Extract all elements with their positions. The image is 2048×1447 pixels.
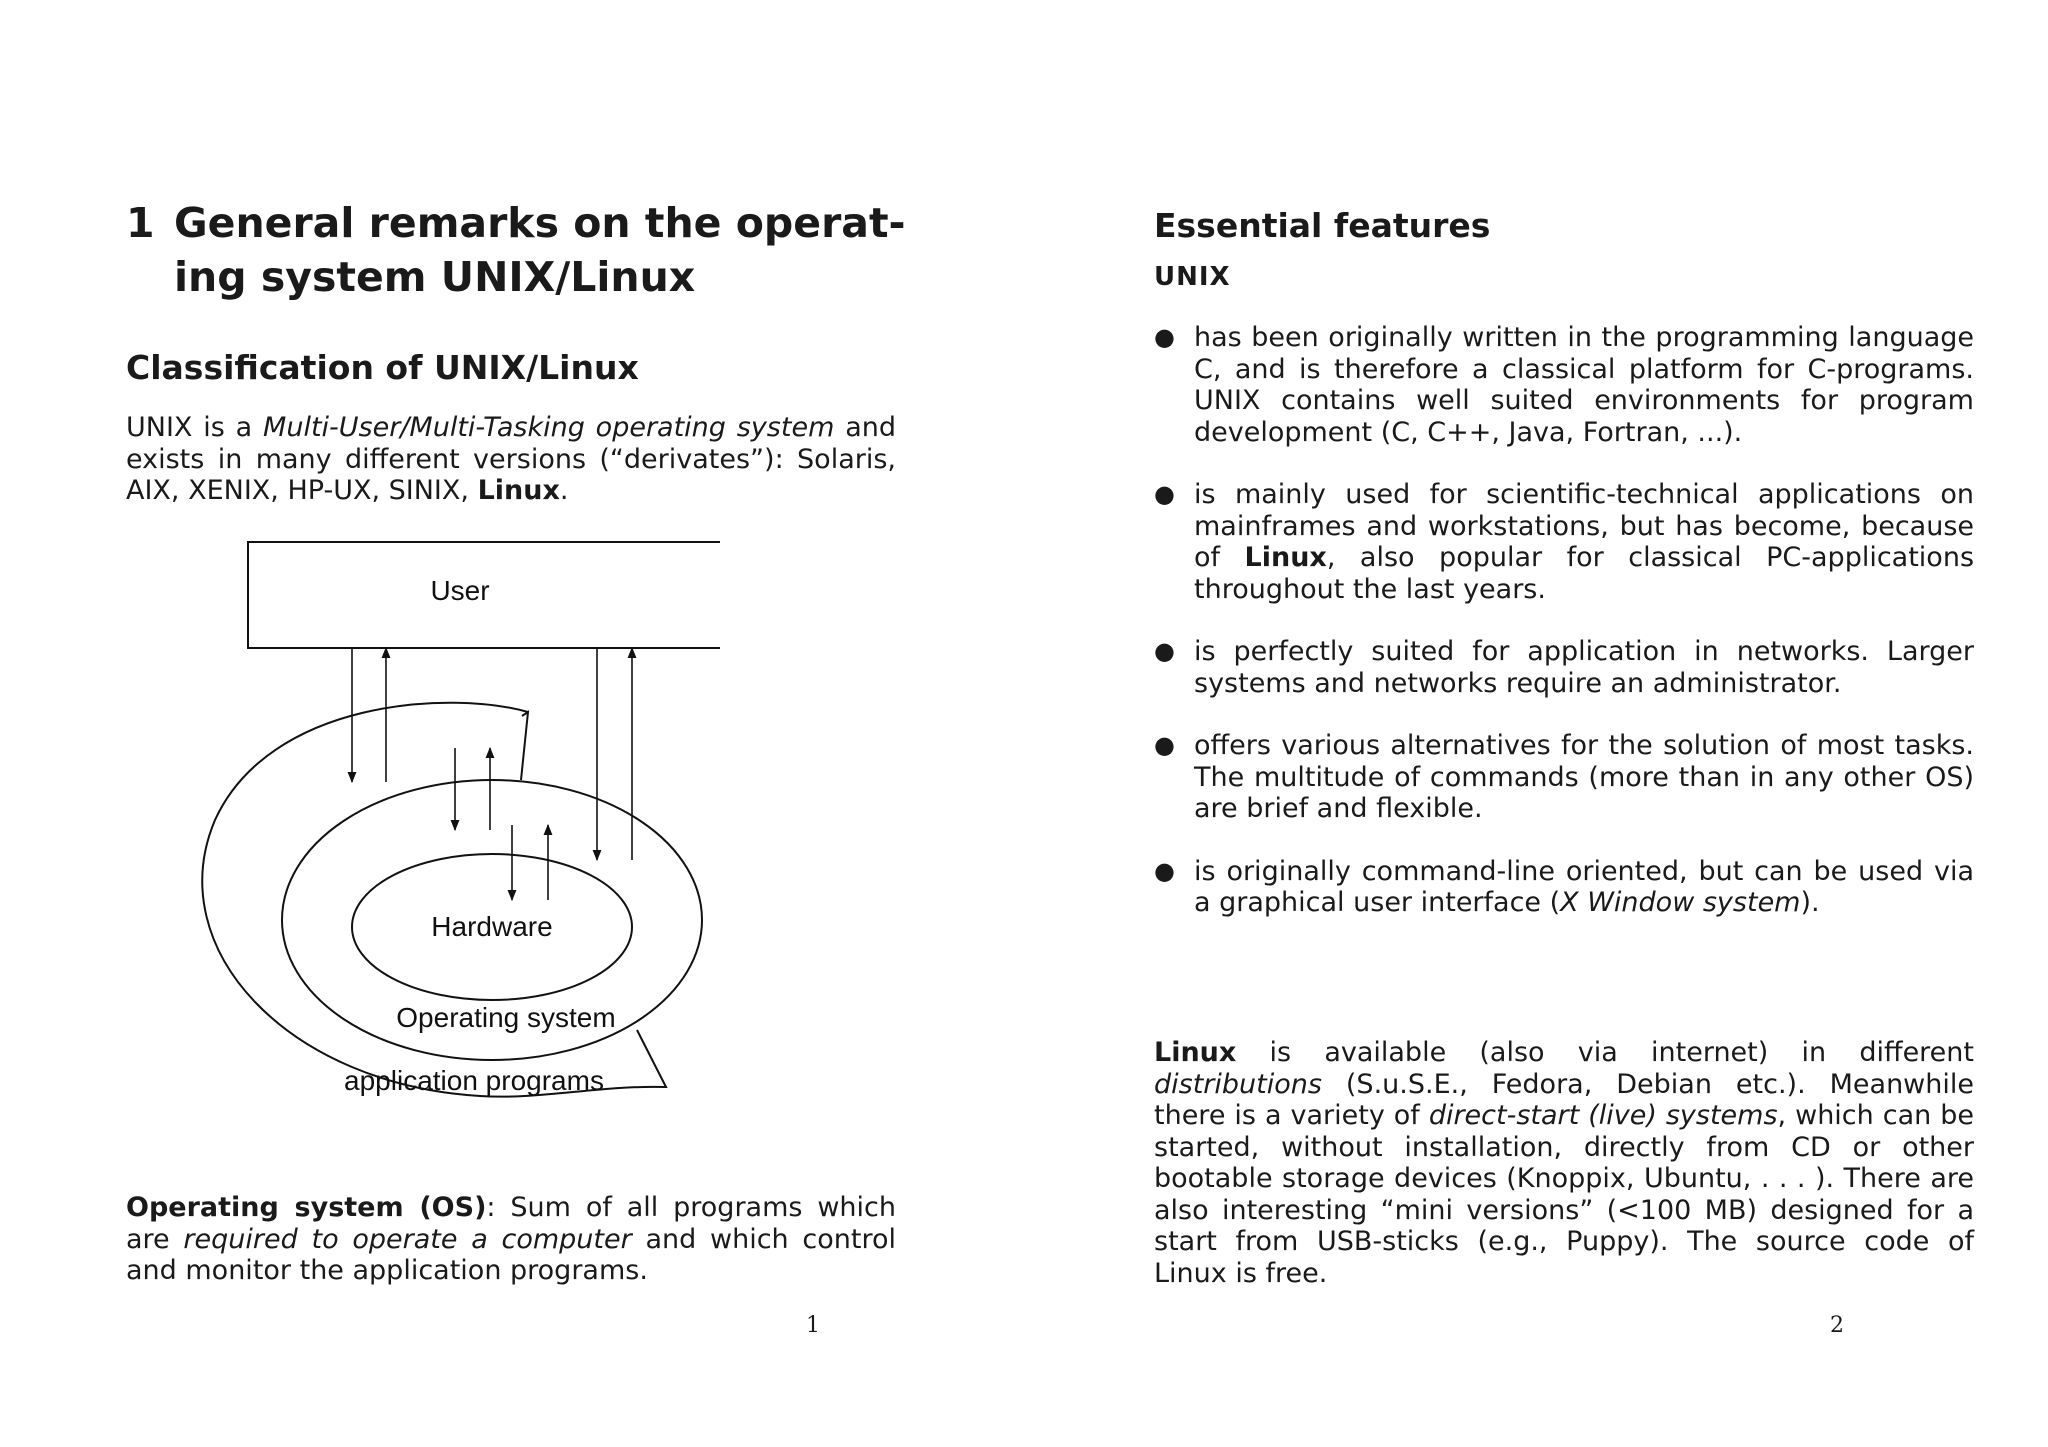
hardware-label: Hardware xyxy=(431,911,553,942)
unix-feature-list xyxy=(1154,322,1975,950)
linux-term: Linux xyxy=(1154,1037,1237,1068)
os-definition-paragraph xyxy=(126,1192,896,1287)
chapter-title xyxy=(126,196,946,304)
bullet-text-5a: is originally command-line oriented, but can be used via a graphical user interface ( xyxy=(1194,855,1974,918)
os-def-text-2: and which control and monitor the application programs. xyxy=(126,1223,897,1286)
bullet-icon: ● xyxy=(1154,637,1175,665)
page-number-right: 2 xyxy=(1830,1313,1844,1338)
os-def-text-1: : Sum of all programs which are xyxy=(126,1192,896,1255)
bullet-text-2b: , also popular for classical PC-applications throughout the last years. xyxy=(1194,542,1975,605)
unix-layer-diagram xyxy=(200,530,720,1150)
os-label: Operating system xyxy=(396,1002,616,1033)
intro-text-3: . xyxy=(559,475,569,506)
os-def-italic: required to operate a computer xyxy=(183,1223,632,1255)
chapter-title-line-1: General remarks on the operat- xyxy=(174,199,906,247)
intro-bold-linux: Linux xyxy=(477,475,560,506)
list-item xyxy=(1154,855,1974,919)
linux-text-2: (S.u.S.E., Fedora, Debian etc.). Meanwhile there is a variety of xyxy=(1154,1068,1974,1131)
apps-label: application programs xyxy=(344,1065,604,1096)
section-title-essential-features: Essential features xyxy=(1154,206,1491,245)
os-term: Operating system (OS) xyxy=(126,1192,487,1223)
linux-text-3: , which can be started, without installation, directly from CD or other bootable storage devices (Knoppix, Ubuntu, . . . ). There are also interesting “mini versions” (<100 MB) designed for a start from USB-sticks (e.g., Puppy). The source code of Linux is free. xyxy=(1154,1100,1974,1289)
bullet-bold-linux: Linux xyxy=(1244,542,1327,573)
linux-text-1: is available (also via internet) in different xyxy=(1236,1037,1974,1068)
bullet-icon: ● xyxy=(1154,323,1175,351)
intro-text-1: UNIX is a xyxy=(126,412,264,443)
list-item xyxy=(1154,730,1974,825)
bullet-icon: ● xyxy=(1154,731,1175,759)
chapter-title-line-2: ing system UNIX/Linux xyxy=(174,253,696,301)
bullet-text-1: has been originally written in the programming language C, and is therefore a classical platform for C-programs. UNIX contains well suited environments for program development (C, C++, Java, Fortran, ...). xyxy=(1194,322,1974,448)
linux-italic-live: direct-start (live) systems xyxy=(1428,1100,1778,1131)
intro-paragraph xyxy=(126,412,896,507)
bullet-icon: ● xyxy=(1154,480,1175,508)
linux-paragraph xyxy=(1154,1037,1974,1289)
page-number-left: 1 xyxy=(806,1313,820,1338)
bullet-text-4: offers various alternatives for the solution of most tasks. The multitude of commands (more than in any other OS) are brief and flexible. xyxy=(1194,730,1974,824)
user-label: User xyxy=(430,575,490,606)
bullet-text-2a: is mainly used for scientific-technical applications on mainframes and workstations, but has become, because of xyxy=(1194,479,1974,573)
list-item xyxy=(1154,636,1974,699)
application-spiral-top xyxy=(521,712,528,780)
section-title-classification: Classification of UNIX/Linux xyxy=(126,348,639,387)
bullet-text-5b: ). xyxy=(1800,887,1820,918)
list-item xyxy=(1154,322,1974,448)
linux-italic-distributions: distributions xyxy=(1154,1068,1322,1100)
bullet-icon: ● xyxy=(1154,856,1175,885)
intro-italic: Multi-User/Multi-Tasking operating system xyxy=(263,412,835,443)
subheading-unix: UNIX xyxy=(1154,262,1231,292)
bullet-italic-xwindow: X Window system xyxy=(1560,887,1801,918)
intro-text-2: and exists in many different versions (“derivates”): Solaris, AIX, XENIX, HP-UX, SINIX, xyxy=(126,412,897,506)
bullet-text-3: is perfectly suited for application in networks. Larger systems and networks require an administrator. xyxy=(1194,636,1974,699)
list-item xyxy=(1154,479,1975,605)
chapter-number: 1 xyxy=(126,199,155,247)
